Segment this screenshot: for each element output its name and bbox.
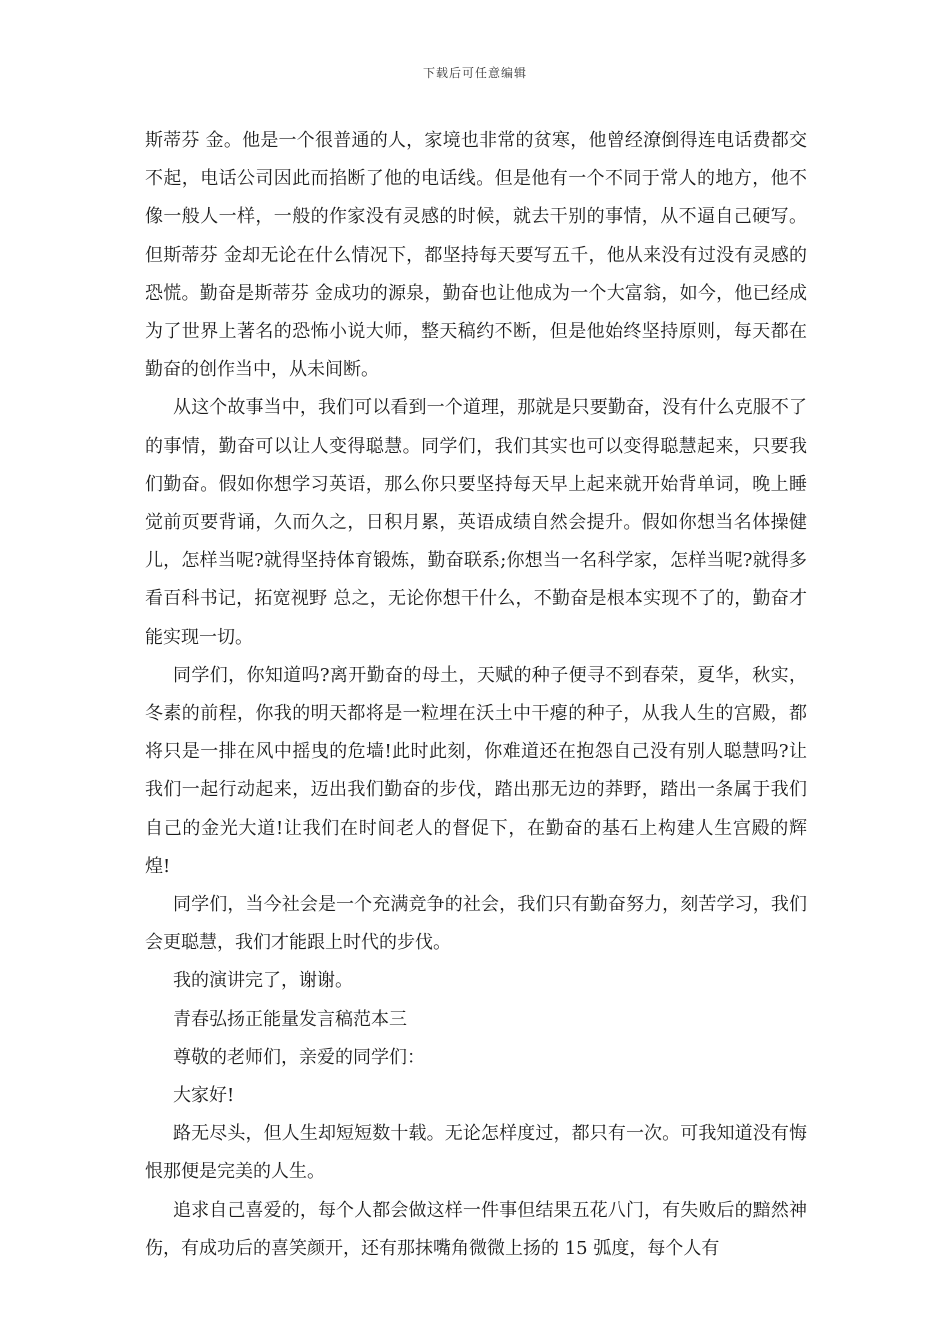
paragraph-call-to-action: 同学们，你知道吗?离开勤奋的母土，天赋的种子便寻不到春荣，夏华，秋实，冬素的前程，你我的明天都将是一粒埋在沃土中干瘪的种子，从我人生的宫殿，都将只是一排在风中摇曳的危墙!此时此刻，你难道还在抱怨自己没有别人聪慧吗?让我们一起行动起来，迈出我们勤奋的步伐，踏出那无边的莽野，踏出一条属于我们自己的金光大道!让我们在时间老人的督促下，在勤奋的基石上构建人生宫殿的辉煌!	[145, 664, 807, 877]
page-header: 下载后可任意编辑	[422, 66, 527, 80]
document-body	[145, 122, 807, 1268]
paragraph-stephen-king: 斯蒂芬 金。他是一个很普通的人，家境也非常的贫寒，他曾经潦倒得连电话费都交不起，电话公司因此而掐断了他的电话线。但是他有一个不同于常人的地方，他不像一般人一样，一般的作家没有灵感的时候，就去干别的事情，从不逼自己硬写。但斯蒂芬 金却无论在什么情况下，都坚持每天要写五千，他从来没有过没有灵感的恐慌。勤奋是斯蒂芬 金成功的源泉，勤奋也让他成为一个大富翁，如今，他已经成为了世界上著名的恐怖小说大师，整天稿约不断，但是他始终坚持原则，每天都在勤奋的创作当中，从未间断。	[145, 130, 807, 381]
section-title: 青春弘扬正能量发言稿范本三	[173, 1008, 407, 1030]
paragraph-competition: 同学们，当今社会是一个充满竞争的社会，我们只有勤奋努力，刻苦学习，我们会更聪慧，我们才能跟上时代的步伐。	[145, 894, 807, 954]
paragraph-life-road: 路无尽头，但人生却短短数十载。无论怎样度过，都只有一次。可我知道没有悔恨那便是完美的人生。	[145, 1123, 807, 1183]
paragraph-story-lesson: 从这个故事当中，我们可以看到一个道理，那就是只要勤奋，没有什么克服不了的事情，勤奋可以让人变得聪慧。同学们，我们其实也可以变得聪慧起来，只要我们勤奋。假如你想学习英语，那么你只要坚持每天早上起来就开始背单词，晚上睡觉前页要背诵，久而久之，日积月累，英语成绩自然会提升。假如你想当名体操健儿，怎样当呢?就得坚持体育锻炼，勤奋联系;你想当一名科学家，怎样当呢?就得多看百科书记，拓宽视野 总之，无论你想干什么，不勤奋是根本实现不了的，勤奋才能实现一切。	[145, 397, 807, 648]
paragraph-pursuit: 追求自己喜爱的，每个人都会做这样一件事但结果五花八门，有失败后的黯然神伤，有成功后的喜笑颜开，还有那抹嘴角微微上扬的 15 弧度，每个人有	[145, 1199, 807, 1259]
paragraph-closing: 我的演讲完了，谢谢。	[173, 970, 353, 992]
paragraph-greeting: 大家好!	[173, 1085, 235, 1107]
paragraph-salutation: 尊敬的老师们，亲爱的同学们：	[173, 1046, 425, 1068]
